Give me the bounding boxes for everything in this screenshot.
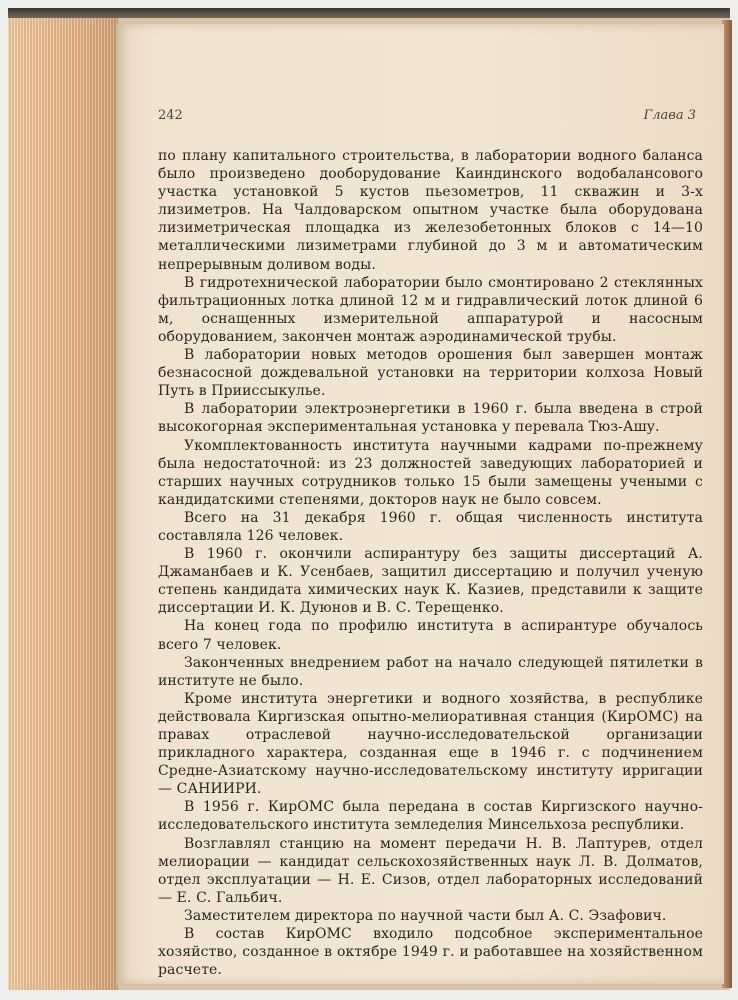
paragraph: В 1960 г. окончили аспирантуру без защиты диссертаций А. Джаманбаев и К. Усенбаев, защитил диссертацию и получил ученую степень кандидата химических наук К. Казиев, представили к защите диссертации И. К. Дуюнов и В. С. Терещенко. (158, 546, 703, 617)
chapter-label: Глава 3 (643, 108, 696, 123)
paragraph: На конец года по профилю института в аспирантуре обучалось всего 7 человек. (158, 618, 703, 653)
book-page (116, 24, 724, 984)
paragraph: В лаборатории новых методов орошения был завершен монтаж безнасосной дождевальной установки на территории колхоза Новый Путь в Прииссыкулье. (158, 347, 703, 400)
paragraph: по плану капитального строительства, в лаборатории водного баланса было произведено дооборудование Каиндинского водобалансового участка установкой 5 кустов пьезометров, 11 скважин и 3-х лизиметров. На Чалдоварском опытном участке была оборудована лизиметрическая площадка из железобетонных блоков с 14—10 металлическими лизиметрами глубиной до 3 м и автоматическим непрерывным доливом воды. (158, 148, 703, 273)
paragraph: В гидротехнической лаборатории было смонтировано 2 стеклянных фильтрационных лотка длиной 12 м и гидравлический лоток длиной 6 м, оснащенных измерительной аппаратурой и насосным оборудованием, закончен монтаж аэродинамической трубы. (158, 274, 703, 345)
body-text (158, 147, 703, 979)
paragraph: В состав КирОМС входило подсобное экспериментальное хозяйство, созданное в октябре 1949 г. и работавшее на хозяйственном расчете. (158, 926, 703, 979)
page-edges (8, 18, 118, 990)
paragraph: В лаборатории электроэнергетики в 1960 г. была введена в строй высокогорная экспериментальная установка у перевала Тюз-Ашу. (158, 401, 703, 436)
paragraph: Всего на 31 декабря 1960 г. общая численность института составляла 126 человек. (158, 509, 703, 544)
paragraph: Кроме института энергетики и водного хозяйства, в республике действовала Киргизская опытно-мелиоративная станция (КирОМС) на правах отраслевой научно-исследовательской организации прикладного характера, созданная еще в 1946 г. с подчинением Средне-Азиатскому научно-исследовательскому институту ирригации — САНИИРИ. (158, 690, 703, 798)
paragraph: Заместителем директора по научной части был А. С. Эзафович. (184, 907, 667, 924)
paragraph: Возглавлял станцию на момент передачи Н. В. Лаптурев, отдел мелиорации — кандидат сельскохозяйственных наук Л. В. Долматов, отдел эксплуатации — Н. Е. Сизов, отдел лабораторных исследований — Е. С. Гальбич. (158, 835, 703, 906)
paragraph: В 1956 г. КирОМС была передана в состав Киргизского научно-исследовательского института земледелия Минсельхоза республики. (158, 799, 703, 834)
page-number: 242 (158, 108, 183, 123)
paragraph: Укомплектованность института научными кадрами по-прежнему была недостаточной: из 23 должностей заведующих лабораторией и старших научных сотрудников только 15 были замещены учеными с кандидатскими степенями, докторов наук не было совсем. (158, 437, 703, 508)
running-header (158, 108, 696, 128)
paragraph: Законченных внедрением работ на начало следующей пятилетки в институте не было. (158, 654, 703, 689)
